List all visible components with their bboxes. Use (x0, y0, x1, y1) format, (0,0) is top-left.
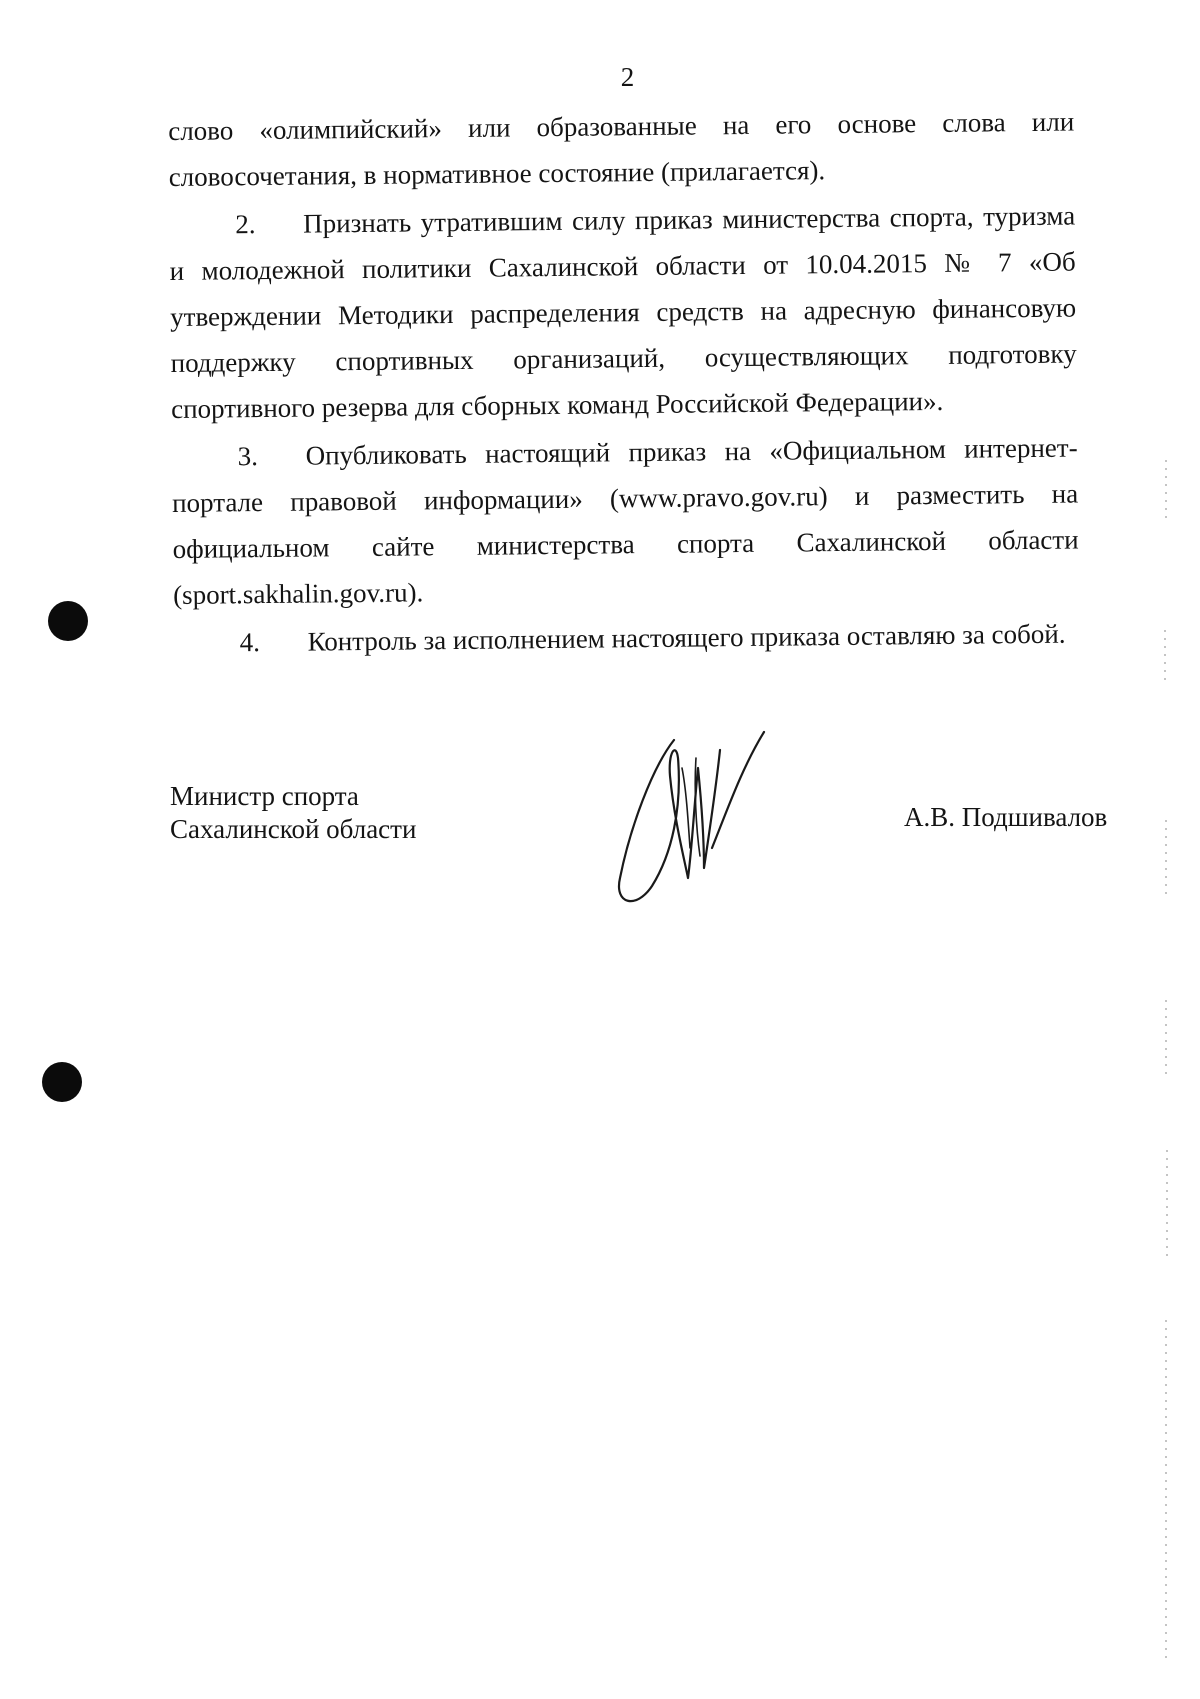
paragraph-number: 3. (237, 441, 259, 472)
position-line-1: Министр спорта (170, 781, 359, 811)
paragraph-text: слово «олимпийский» или образованные на его основе слова или словосочетания, в нормативное состояние (прилагается). (168, 106, 1075, 192)
binder-hole-mark (48, 601, 88, 641)
paragraph-number: 2. (235, 209, 256, 240)
signatory-position (170, 780, 416, 846)
paragraph-4 (173, 610, 1079, 665)
paragraph-text: Опубликовать настоящий приказ на «Официальном интернет-портале правовой информации» (www.pravo.gov.ru) и разместить на официальном сайте министерства спорта Сахалинской области (sport.sakhalin.gov.ru). (171, 432, 1079, 610)
paragraph-text: Контроль за исполнением настоящего приказа оставляю за собой. (307, 618, 1066, 657)
handwritten-signature (612, 728, 782, 908)
paragraph-3 (171, 424, 1079, 617)
document-body (168, 99, 1080, 668)
position-line-2: Сахалинской области (170, 814, 417, 844)
page-number: 2 (620, 62, 635, 92)
paragraph-continuation (168, 99, 1075, 200)
paragraph-number: 4. (239, 627, 261, 658)
scan-edge-artifact (1160, 0, 1172, 1699)
binder-hole-mark (42, 1062, 82, 1102)
paragraph-text: Признать утратившим силу приказ министерства спорта, туризма и молодежной политики Сахалинской области от 10.04.2015 № 7 «Об утверждении Методики распределения средств на адресную финансовую поддержку спортивных организаций, осуществляющих подготовку спортивного резерва для сборных команд Российской Федерации». (169, 200, 1077, 424)
signatory-name: А.В. Подшивалов (904, 802, 1108, 832)
paragraph-2 (169, 193, 1077, 432)
